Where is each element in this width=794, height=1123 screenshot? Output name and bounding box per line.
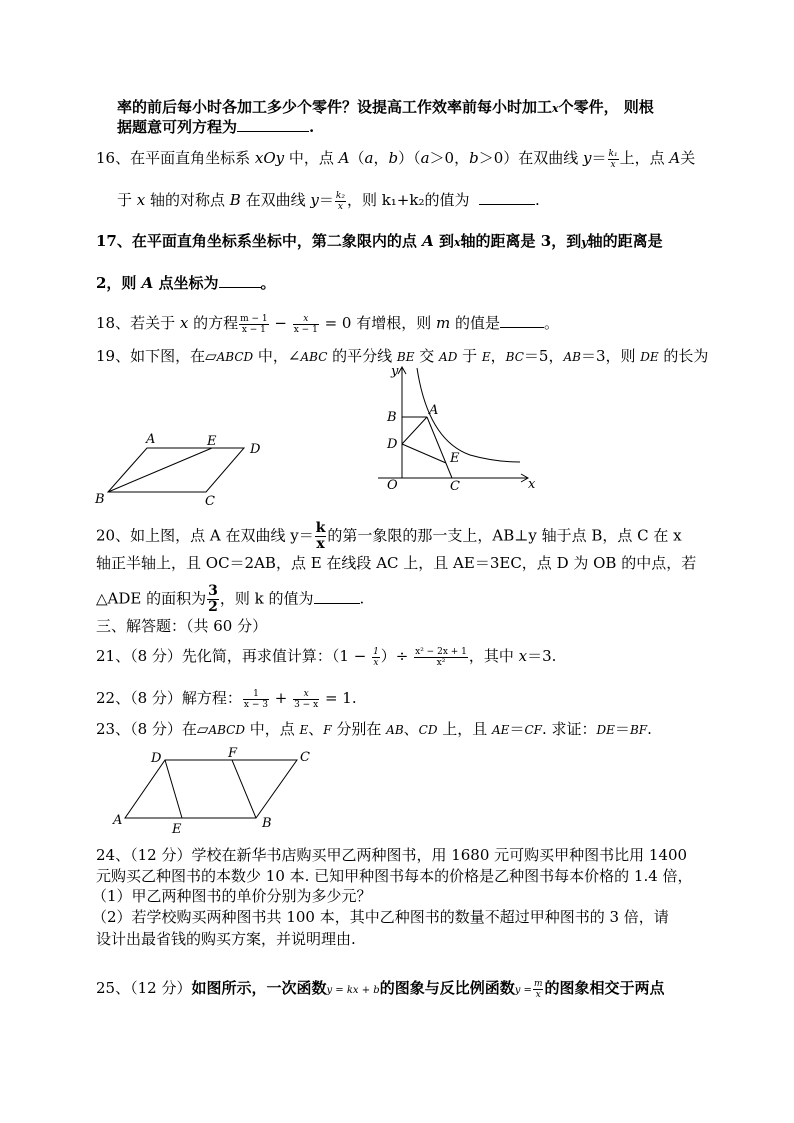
parallelogram-abcd — [125, 760, 297, 818]
fraction-x-over-3-x: $\frac{x}{3 - x}$ — [294, 688, 319, 710]
label-d: D — [387, 437, 398, 452]
q17-line1: 17、在平面直角坐标系坐标中，第二象限内的点 A 到x轴的距离是 3，到y轴的距离是 — [96, 232, 663, 250]
label-x: x — [528, 477, 536, 492]
label-b: B — [262, 816, 272, 831]
q24-line5: 设计出最省钱的购买方案，并说明理由. — [96, 930, 356, 948]
q21-line: 21、（8 分）先化简，再求值计算：（1 − $\frac{1}{x}$ ）÷ $\frac{\text{x² − 2x + 1}}{\text{x²}}$ ，其中 x＝3. — [96, 646, 557, 668]
q20-line1: 20、如上图，点 A 在双曲线 y＝ $\frac{k}{x}$ 的第一象限的那一支上，AB⊥y 轴于点 B，点 C 在 x — [96, 520, 682, 552]
q16-line2: 于 x 轴的对称点 B 在双曲线 y＝ $\frac{\text{k₂}}{x}$ ，则 k₁+k₂的值为 . — [117, 190, 540, 212]
segment-de — [165, 760, 182, 818]
q16-line1: 16、在平面直角坐标系 xOy 中，点 A（a，b）（a＞0，b＞0）在双曲线 y＝ $\frac{\text{k₁}}{x}$ 上，点 A关 — [96, 148, 696, 170]
segment-bf — [232, 760, 256, 818]
label-o: O — [387, 478, 398, 493]
label-e: E — [172, 822, 182, 837]
section-three-heading: 三、解答题：（共 60 分） — [96, 617, 268, 635]
q20-line2: 轴正半轴上，且 OC＝2AB，点 E 在线段 AC 上，且 AE＝3EC，点 D 为 OB 的中点，若 — [96, 554, 697, 572]
q23-line: 23、（8 分）在▱ABCD 中，点 E、F 分别在 AB、CD 上，且 AE＝CF. 求证：DE＝BF. — [96, 720, 652, 738]
m-over-x-fraction: $\frac{m}{x}$ — [533, 978, 543, 1000]
q24-line1: 24、（12 分）学校在新华书店购买甲乙两种图书，用 1680 元可购买甲种图书比用 1400 — [96, 846, 688, 864]
k2-over-x-fraction: $\frac{\text{k₂}}{x}$ — [335, 190, 345, 212]
label-c: C — [205, 494, 215, 509]
fraction-1-over-x-3: $\frac{1}{x - 3}$ — [243, 688, 268, 710]
q15-line1: 率的前后每小时各加工多少个零件？设提高工作效率前每小时加工x个零件， 则根 — [117, 98, 654, 116]
label-a: A — [146, 432, 156, 447]
label-a: A — [429, 403, 439, 418]
q24-line2: 元购买乙种图书的本数少 10 本. 已知甲种图书每本的价格是乙种图书每本价格的 1.4 倍， — [96, 867, 693, 885]
label-b: B — [95, 492, 105, 507]
q17-line2: 2，则 A 点坐标为 。 — [96, 274, 276, 292]
label-d: D — [250, 442, 261, 457]
quadratic-fraction: $\frac{\text{x² − 2x + 1}}{\text{x²}}$ — [415, 646, 467, 668]
label-e: E — [450, 451, 460, 466]
label-y: y — [391, 364, 399, 379]
three-halves-fraction: $\frac{3}{2}$ — [208, 583, 218, 615]
k1-over-x-fraction: $\frac{\text{k₁}}{x}$ — [608, 148, 618, 170]
q15-var: x — [552, 102, 559, 115]
label-d: D — [151, 751, 162, 766]
q24-line3: （1）甲乙两种图书的单价分别为多少元？ — [92, 887, 372, 905]
q19-line: 19、如下图，在▱ABCD 中，∠ABC 的平分线 BE 交 AD 于 E，BC＝5，AB＝3，则 DE 的长为 — [96, 347, 709, 365]
q25-line: 25、（12 分）如图所示，一次函数y = kx + b的图象与反比例函数y = $\frac{m}{x}$ 的图象相交于两点 — [96, 978, 665, 1000]
label-e: E — [207, 434, 217, 449]
q18-line: 18、若关于 x 的方程 $\frac{m - 1}{x - 1}$ − $\frac{x}{x - 1}$ = 0 有增根，则 m 的值是 。 — [96, 313, 560, 335]
fraction-m-1: $\frac{m - 1}{x - 1}$ — [240, 313, 268, 335]
label-f: F — [228, 746, 238, 761]
label-b: B — [387, 410, 397, 425]
one-over-x-fraction: $\frac{1}{x}$ — [373, 646, 379, 668]
k-over-x-fraction: $\frac{k}{x}$ — [315, 520, 326, 552]
q15-line2: 据题意可列方程为 . — [117, 118, 315, 136]
fraction-x: $\frac{x}{x - 1}$ — [293, 313, 318, 335]
label-c: C — [450, 479, 460, 494]
q20-line3: △ADE 的面积为 $\frac{3}{2}$ ，则 k 的值为 . — [96, 583, 365, 615]
label-a: A — [113, 813, 123, 828]
label-c: C — [300, 750, 310, 765]
q22-line: 22、（8 分）解方程： $\frac{1}{x - 3}$ + $\frac{x}{3 - x}$ = 1. — [96, 688, 357, 710]
q24-line4: （2）若学校购买两种图书共 100 本，其中乙种图书的数量不超过甲种图书的 3 倍，请 — [92, 908, 669, 926]
